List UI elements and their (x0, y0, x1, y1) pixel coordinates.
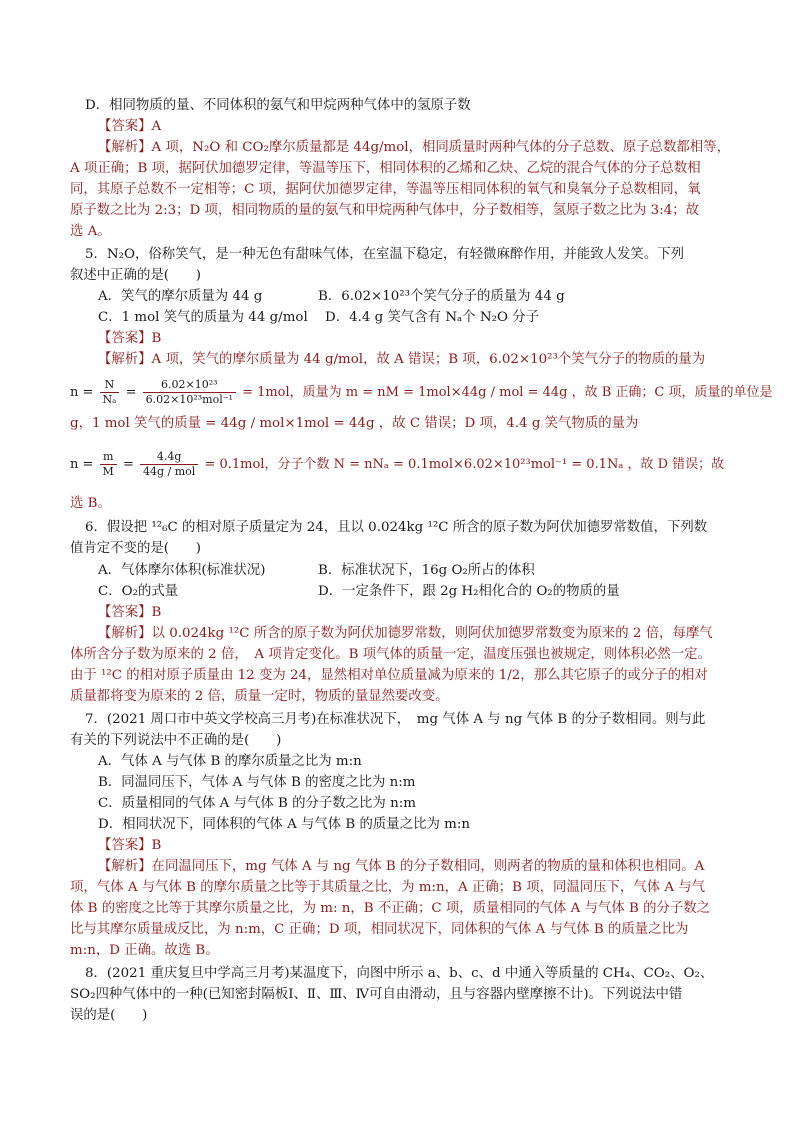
question-7-option-b: B．同温同压下，气体 A 与气体 B 的密度之比为 n:m (98, 775, 416, 790)
analysis-q6-line: 质量都将变为原来的 2 倍，质量一定时，物质的量显然要改变。 (70, 689, 449, 704)
fraction: $\frac{N}{\text{Nₐ}}$ (100, 378, 120, 407)
analysis-q6-line: 由于 ¹²C 的相对原子质量由 12 变为 24，显然相对单位质量减为原来的 1/2，那么其它原子的或分子的相对 (70, 668, 708, 683)
question-7-option-c: C．质量相同的气体 A 与气体 B 的分子数之比为 n:m (98, 796, 416, 811)
analysis-q6-line: 【解析】以 0.024kg ¹²C 所含的原子数为阿伏加德罗常数，则阿伏加德罗常数变为原来的 2 倍，每摩气 (98, 626, 713, 641)
fraction: $\frac{\text{6.02×10²³}}{\text{6.02×10²³mol⁻¹}}$ (143, 378, 236, 407)
question-6-stem: 值肯定不变的是( ) (70, 541, 201, 556)
analysis-q7-line: m:n，D 正确。故选 B。 (70, 943, 219, 958)
question-5-option-b: B．6.02×10²³个笑气分子的质量为 44 g (318, 289, 565, 304)
analysis-q7-line: 【解析】在同温同压下，mg 气体 A 与 ng 气体 B 的分子数相同，则两者的物质的量和体积也相同。A (98, 859, 705, 874)
question-5-option-c: C．1 mol 笑气的质量为 44 g/mol (98, 310, 308, 325)
question-4-option-d: D．相同物质的量、不同体积的氨气和甲烷两种气体中的氢原子数 (85, 98, 471, 113)
answer-q4: 【答案】A (98, 119, 162, 134)
fraction: $\frac{m}{M}$ (100, 450, 117, 479)
analysis-q4-line: 同，其原子总数不一定相等；C 项，据阿伏加德罗定律，等温等压相同体积的氧气和臭氧分子总数相同，氧 (70, 182, 701, 197)
question-6-option-d: D．一定条件下，跟 2g H₂相化合的 O₂的物质的量 (318, 584, 620, 599)
analysis-q4-line: 原子数之比为 2:3；D 项，相同物质的量的氨气和甲烷两种气体中，分子数相等，氢原子数之比为 3:4；故 (70, 203, 700, 218)
answer-q6: 【答案】B (98, 605, 162, 620)
question-5-option-a: A．笑气的摩尔质量为 44 g (98, 289, 263, 304)
question-6-stem: 6．假设把 ¹²₆C 的相对原子质量定为 24，且以 0.024kg ¹²C 所含的原子数为阿伏加德罗常数值，下列数 (85, 520, 708, 535)
analysis-q4-line: 【解析】A 项，N₂O 和 CO₂摩尔质量都是 44g/mol，相同质量时两种气体的分子总数、原子总数都相等， (98, 140, 730, 155)
question-7-option-d: D．相同状况下，同体积的气体 A 与气体 B 的质量之比为 m:n (98, 817, 470, 832)
analysis-q5-line: g，1 mol 笑气的质量 = 44g / mol×1mol = 44g ，故 C 错误；D 项，4.4 g 笑气物质的量为 (70, 416, 639, 431)
question-8-stem: SO₂四种气体中的一种(已知密封隔板Ⅰ、Ⅱ、Ⅲ、Ⅳ可自由滑动，且与容器内壁摩擦不计)。下列说法中错 (70, 987, 683, 1002)
question-7-option-a: A．气体 A 与气体 B 的摩尔质量之比为 m:n (98, 754, 362, 769)
formula-moles-from-mass: n = $\frac{m}{M}$ = $\frac{4.4g}{\text{44g / mol}}$ = 0.1mol，分子个数 N = nNₐ = 0.1mol×6.02×10²³mol⁻¹ = 0.1Nₐ ，故 D 错误；故 (70, 450, 725, 478)
answer-q7: 【答案】B (98, 838, 162, 853)
analysis-q4-line: A 项正确；B 项，据阿伏加德罗定律，等温等压下，相同体积的乙烯和乙炔、乙烷的混合气体的分子总数相 (70, 161, 701, 176)
fraction: $\frac{4.4g}{\text{44g / mol}}$ (140, 450, 198, 479)
question-5-stem: 5．N₂O，俗称笑气，是一种无色有甜味气体，在室温下稳定，有轻微麻醉作用，并能致人发笑。下列 (85, 247, 684, 262)
analysis-q5-line: 选 B。 (70, 496, 111, 511)
question-6-option-a: A．气体摩尔体积(标准状况) (98, 563, 266, 578)
answer-q5: 【答案】B (98, 331, 162, 346)
formula-moles-from-count: n = $\frac{N}{\text{Nₐ}}$ = $\frac{\text{6.02×10²³}}{\text{6.02×10²³mol⁻¹}}$ = 1mol，质量为 m = nM = 1mol×44g / mol = 44g ，故 B 正确；C 项，质量的单位是 (70, 378, 773, 406)
question-6-option-c: C．O₂的式量 (98, 584, 179, 599)
question-8-stem: 8．(2021 重庆复旦中学高三月考)某温度下，向图中所示 a、b、c、d 中通入等质量的 CH₄、CO₂、O₂、 (85, 966, 714, 981)
question-7-stem: 有关的下列说法中不正确的是( ) (70, 733, 282, 748)
analysis-q5-line: 【解析】A 项，笑气的摩尔质量为 44 g/mol，故 A 错误；B 项，6.02×10²³个笑气分子的物质的量为 (98, 352, 706, 367)
analysis-q7-line: 比与其摩尔质量成反比，为 n:m，C 正确；D 项，相同状况下，同体积的气体 A 与气体 B 的质量之比为 (70, 922, 689, 937)
question-6-option-b: B．标准状况下，16g O₂所占的体积 (318, 563, 535, 578)
question-5-stem: 叙述中正确的是( ) (70, 268, 201, 283)
question-5-option-d: D．4.4 g 笑气含有 Nₐ个 N₂O 分子 (325, 310, 539, 325)
analysis-q7-line: 项，气体 A 与气体 B 的摩尔质量之比等于其质量之比，为 m:n，A 正确；B 项，同温同压下，气体 A 与气 (70, 880, 706, 895)
analysis-q7-line: 体 B 的密度之比等于其摩尔质量之比，为 m: n，B 不正确；C 项，质量相同的气体 A 与气体 B 的分子数之 (70, 901, 711, 916)
analysis-q4-line: 选 A。 (70, 224, 111, 239)
question-8-stem: 误的是( ) (70, 1008, 148, 1023)
question-7-stem: 7．(2021 周口市中英文学校高三月考)在标准状况下， mg 气体 A 与 ng 气体 B 的分子数相同。则与此 (85, 712, 706, 727)
analysis-q6-line: 体所含分子数为原来的 2 倍， A 项肯定变化。B 项气体的质量一定，温度压强也被规定，则体积必然一定。 (70, 647, 711, 662)
